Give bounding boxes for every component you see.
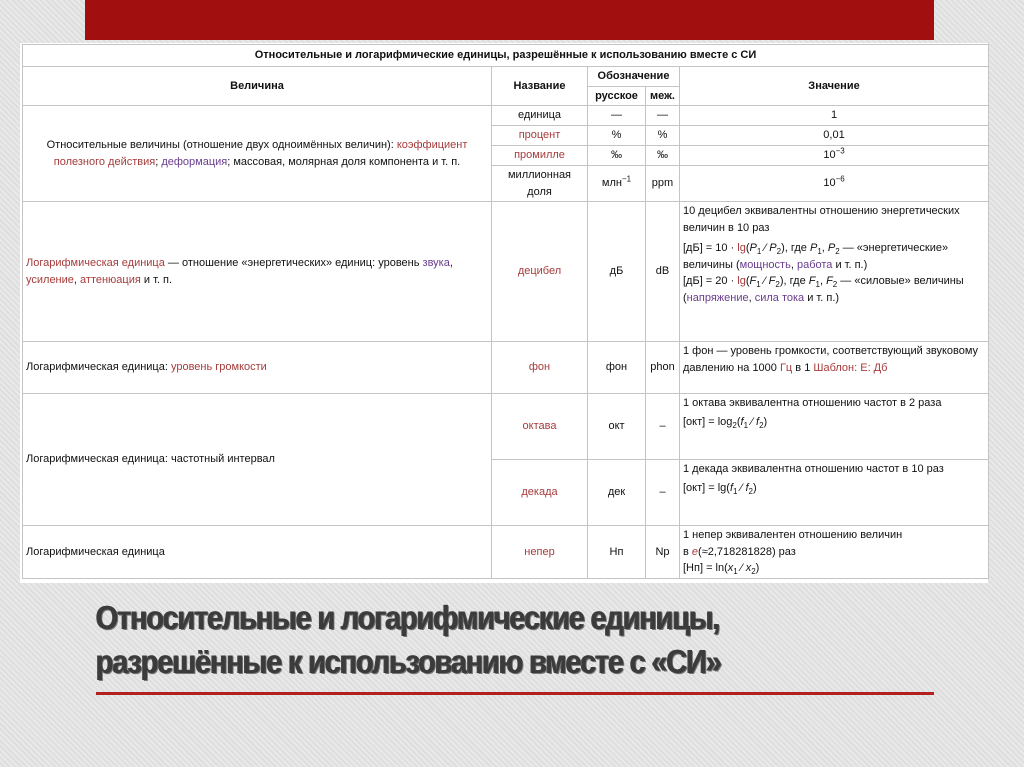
decibel-definition: 10 децибел эквивалентны отношению энергетических величин в 10 раз	[683, 205, 960, 234]
octave-link[interactable]: октава	[492, 394, 588, 460]
unit-ru	[588, 166, 646, 202]
subscript: 1	[817, 247, 822, 257]
slide-title	[96, 596, 835, 684]
value-exponent: −3	[835, 146, 845, 156]
work-link[interactable]: работа	[796, 258, 833, 271]
value-text: в	[683, 545, 692, 558]
var-f: f	[745, 481, 749, 494]
loudness-link[interactable]: уровень громкости	[170, 361, 267, 374]
unit-value	[680, 146, 989, 166]
formula-text: ⁄	[748, 415, 757, 428]
unit-value: 1	[680, 106, 989, 126]
subscript: 2	[748, 486, 753, 496]
table-row	[23, 526, 989, 579]
table-caption: Относительные и логарифмические единицы, разрешённые к использованию вместе с СИ	[23, 45, 989, 67]
relative-quantity-cell	[23, 106, 492, 202]
sound-link[interactable]: звука	[422, 257, 450, 269]
var-f: f	[729, 481, 734, 494]
neper-formula	[683, 560, 985, 577]
hz-link[interactable]: Гц	[779, 361, 793, 374]
unit-ru: %	[588, 126, 646, 146]
formula-text: )	[755, 562, 760, 574]
unit-intl: —	[646, 106, 680, 126]
lg-link[interactable]: lg	[737, 242, 746, 254]
template-link[interactable]: Шаблон: Е: Дб	[813, 361, 888, 374]
unit-ru: дБ	[588, 202, 646, 342]
unit-intl: ‰	[646, 146, 680, 166]
freq-quantity-cell: Логарифмическая единица: частотный интервал	[23, 394, 492, 526]
unit-name: единица	[492, 106, 588, 126]
separator: ,	[73, 273, 81, 286]
deformation-link[interactable]: деформация	[161, 155, 228, 168]
percent-link[interactable]: процент	[492, 126, 588, 146]
neper-value-cell	[680, 526, 989, 579]
table-row	[23, 202, 989, 342]
var-p: P	[809, 242, 818, 254]
unit-ru: ‰	[588, 146, 646, 166]
subscript: 1	[733, 486, 738, 496]
efficiency-link[interactable]: коэффициент полезного действия	[53, 139, 468, 168]
header-value: Значение	[680, 67, 989, 106]
unit-intl: phon	[646, 342, 680, 394]
formula-text: ⁄	[760, 275, 769, 287]
formula-text: ⁄	[737, 481, 746, 494]
quantity-text: ; массовая, молярная доля компонента и т. п.	[227, 155, 461, 168]
unit-ru: Нп	[588, 526, 646, 579]
subscript: 2	[832, 280, 838, 290]
formula-text: и т. п.)	[804, 291, 840, 304]
var-p: P	[827, 242, 836, 254]
formula-text: ⁄	[737, 562, 746, 574]
e-link[interactable]: e	[691, 545, 699, 558]
phon-link[interactable]: фон	[492, 342, 588, 394]
subscript: 1	[743, 420, 749, 430]
power-link[interactable]: мощность	[739, 258, 791, 271]
formula-text: ,	[748, 291, 755, 304]
voltage-link[interactable]: напряжение	[686, 291, 749, 304]
lg-link[interactable]: lg	[737, 275, 746, 287]
neper-quantity-cell: Логарифмическая единица	[23, 526, 492, 579]
units-table	[22, 44, 989, 579]
unit-ru: дек	[588, 460, 646, 526]
var-f: F	[826, 275, 833, 287]
value-text: (≈2,718281828) раз	[698, 545, 796, 558]
unit-name: миллионная доля	[492, 166, 588, 202]
formula-text: ,	[821, 242, 828, 254]
subscript: 2	[835, 247, 840, 257]
unit-value	[680, 166, 989, 202]
decibel-formula-force	[683, 273, 985, 306]
formula-text: (	[745, 275, 750, 287]
decade-definition: 1 декада эквивалентна отношению частот в 10 раз	[683, 463, 944, 475]
formula-text: [Нп] = ln(	[683, 562, 728, 574]
decade-link[interactable]: декада	[492, 460, 588, 526]
phon-value-cell	[680, 342, 989, 394]
slide-title-line2: разрешённые к использованию вместе с «СИ»	[96, 643, 721, 680]
formula-text: (	[745, 242, 750, 254]
subscript: 2	[759, 420, 764, 430]
unit-ru: фон	[588, 342, 646, 394]
formula-text: [окт] = log	[683, 415, 733, 428]
formula-text: ), где	[781, 242, 810, 254]
gain-link[interactable]: усиление	[26, 273, 74, 286]
slide-title-line1: Относительные и логарифмические единицы,	[96, 599, 720, 636]
var-p: P	[769, 242, 777, 254]
log-unit-link[interactable]: Логарифмическая единица	[26, 257, 165, 269]
unit-ru: —	[588, 106, 646, 126]
formula-text: ,	[790, 258, 797, 271]
var-f: F	[808, 275, 816, 287]
unit-intl: %	[646, 126, 680, 146]
unit-intl: ppm	[646, 166, 680, 202]
var-f: f	[756, 415, 760, 428]
attenuation-link[interactable]: аттенюация	[80, 273, 141, 286]
neper-definition: 1 непер эквивалентен отношению величин	[683, 529, 903, 541]
value-base: 10	[823, 177, 836, 190]
current-link[interactable]: сила тока	[754, 291, 805, 304]
formula-text: ), где	[779, 275, 809, 287]
unit-value: 0,01	[680, 126, 989, 146]
formula-text: — «энергетические» величины (	[683, 242, 949, 271]
quantity-text: и т. п.	[140, 273, 173, 286]
unit-ru-exponent: −1	[621, 174, 632, 184]
formula-text: [окт] = lg(	[683, 481, 730, 494]
unit-intl: dB	[646, 202, 680, 342]
separator: ;	[155, 155, 162, 168]
subscript: 1	[756, 247, 762, 257]
header-international: меж.	[646, 86, 680, 106]
value-base: 10	[823, 149, 836, 162]
quantity-text: Относительные величины (отношение двух одноимённых величин):	[46, 139, 397, 151]
unit-ru: окт	[588, 394, 646, 460]
octave-formula	[683, 414, 985, 431]
var-f: F	[768, 275, 776, 287]
var-x: x	[745, 562, 752, 574]
subscript: 1	[756, 280, 761, 290]
subscript: 2	[776, 247, 782, 257]
unit-intl: –	[646, 460, 680, 526]
header-quantity: Величина	[23, 67, 492, 106]
decade-value-cell	[680, 460, 989, 526]
decibel-quantity-cell	[23, 202, 492, 342]
formula-text: ,	[819, 275, 827, 287]
neper-ratio	[683, 544, 985, 561]
formula-text: (	[736, 415, 741, 428]
decibel-link[interactable]: децибел	[492, 202, 588, 342]
unit-ru-base: млн	[601, 177, 622, 190]
decibel-value-cell	[680, 202, 989, 342]
header-russian: русское	[588, 86, 646, 106]
subscript: 2	[775, 280, 780, 290]
subscript: 1	[815, 280, 820, 290]
neper-link[interactable]: непер	[492, 526, 588, 579]
formula-text: )	[752, 481, 757, 494]
formula-text: и т. п.)	[832, 258, 868, 271]
subscript: 2	[751, 567, 756, 577]
unit-intl: Np	[646, 526, 680, 579]
subscript: 1	[733, 567, 738, 577]
var-f: f	[740, 415, 744, 428]
top-accent-bar	[85, 0, 934, 40]
value-text: 1 фон — уровень громкости, соответствующий звуковому давлению на 1000	[683, 345, 979, 374]
value-text: в 1	[792, 361, 814, 374]
var-p: P	[749, 242, 757, 254]
permille-link[interactable]: промилле	[492, 146, 588, 166]
formula-text: )	[763, 415, 768, 428]
decibel-formula-energy	[683, 240, 985, 273]
header-designation: Обозначение	[588, 67, 680, 87]
var-f: F	[749, 275, 757, 287]
formula-text: ⁄	[761, 242, 770, 254]
decade-formula	[683, 480, 985, 497]
value-exponent: −6	[835, 174, 845, 184]
formula-text: [дБ] = 20 ·	[683, 275, 738, 287]
header-name: Название	[492, 67, 588, 106]
title-underline	[96, 692, 934, 695]
quantity-text: — отношение «энергетических» единиц: уровень	[164, 257, 423, 269]
quantity-text: Логарифмическая единица:	[26, 361, 171, 374]
formula-text: [дБ] = 10 ·	[683, 242, 738, 254]
phon-quantity-cell	[23, 342, 492, 394]
octave-definition: 1 октава эквивалентна отношению частот в 2 раза	[683, 397, 942, 409]
formula-text: — «силовые» величины (	[683, 275, 964, 304]
subscript: 2	[732, 420, 737, 430]
table-row	[23, 106, 989, 126]
table-row	[23, 342, 989, 394]
unit-intl: –	[646, 394, 680, 460]
separator: ,	[449, 257, 453, 269]
var-x: x	[727, 562, 734, 574]
octave-value-cell	[680, 394, 989, 460]
table-row	[23, 394, 989, 460]
